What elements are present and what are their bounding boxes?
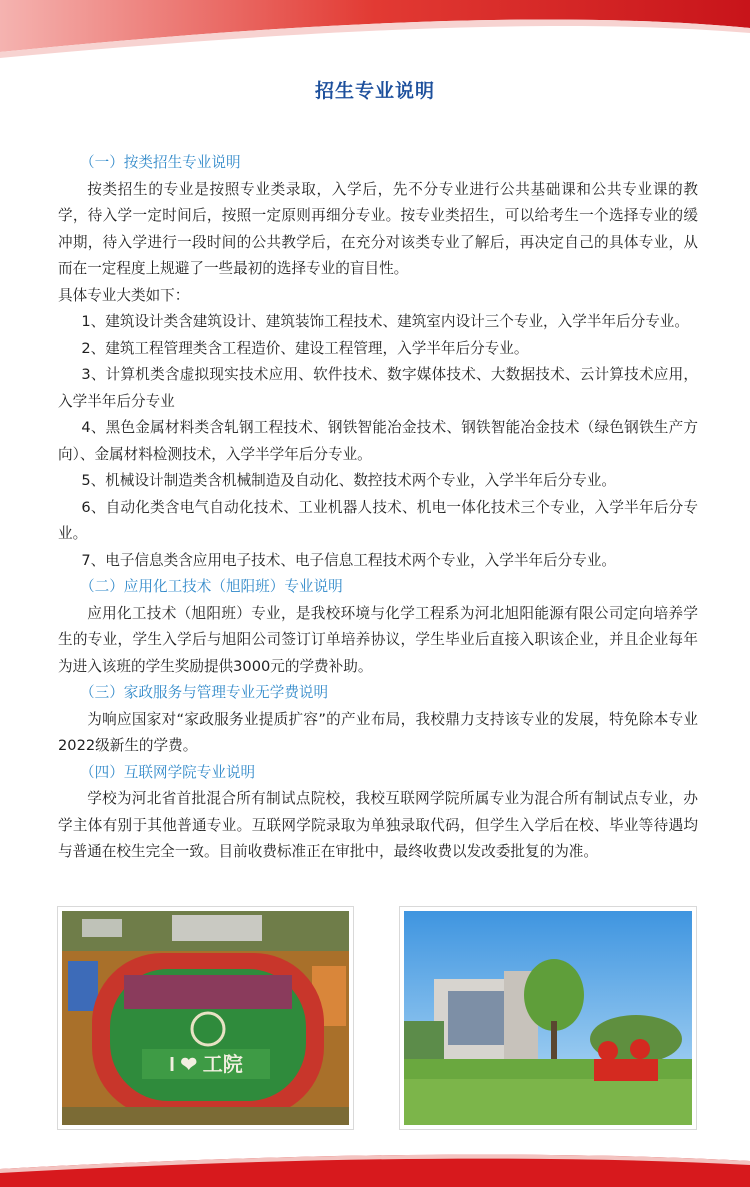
major-category-item: 7、电子信息类含应用电子技术、电子信息工程技术两个专业，入学半年后分专业。 <box>81 551 617 569</box>
section3-body: 为响应国家对“家政服务业提质扩容”的产业布局，我校鼎力支持该专业的发展，特免除本专业2022级新生的学费。 <box>58 710 698 754</box>
major-category-item: 4、黑色金属材料类含轧钢工程技术、钢铁智能冶金技术、钢铁智能冶金技术（绿色钢铁生产方向）、金属材料检测技术，入学半学年后分专业。 <box>58 419 698 463</box>
main-content <box>58 150 698 866</box>
section1-heading: （一）按类招生专业说明 <box>80 154 241 171</box>
major-category-item: 1、建筑设计类含建筑设计、建筑装饰工程技术、建筑室内设计三个专业，入学半年后分专业。 <box>81 313 689 330</box>
section2-body: 应用化工技术（旭阳班）专业，是我校环境与化学工程系为河北旭阳能源有限公司定向培养学生的专业，学生入学后与旭阳公司签订订单培养协议，学生毕业后直接入职该企业，并且企业每年为进入该班的学生奖励提供3000元的学费补助。 <box>58 604 698 675</box>
major-category-item: 6、自动化类含电气自动化技术、工业机器人技术、机电一体化技术三个专业，入学半年后分专业。 <box>58 498 698 542</box>
section1-list-intro: 具体专业大类如下： <box>58 286 190 304</box>
top-decorative-band <box>0 0 750 70</box>
section1-intro: 按类招生的专业是按照专业类录取，入学后，先不分专业进行公共基础课和公共专业课的教学，待入学一定时间后，按照一定原则再细分专业。按专业类招生，可以给考生一个选择专业的缓冲期，待入学进行一段时间的公共教学后，在充分对该类专业了解后，再决定自己的具体专业，从而在一定程度上规避了一些最初的选择专业的盲目性。 <box>58 180 698 277</box>
major-category-item: 3、计算机类含虚拟现实技术应用、软件技术、数字媒体技术、大数据技术、云计算技术应用，入学半年后分专业 <box>58 366 698 410</box>
section4-body: 学校为河北省首批混合所有制试点院校，我校互联网学院所属专业为混合所有制试点专业，办学主体有别于其他普通专业。互联网学院录取为单独录取代码，但学生入学后在校、毕业等待遇均与普通在校生完全一致。目前收费标准正在审批中，最终收费以发改委批复的为准。 <box>58 790 698 860</box>
field-pattern-text: I ❤ 工院 <box>169 1054 243 1076</box>
section2-heading: （二）应用化工技术（旭阳班）专业说明 <box>80 578 343 595</box>
campus-stadium-aerial-photo <box>58 907 353 1129</box>
page-title: 招生专业说明 <box>314 80 435 102</box>
bottom-decorative-band <box>0 1147 750 1187</box>
section3-heading: （三）家政服务与管理专业无学费说明 <box>80 684 329 701</box>
section4-heading: （四）互联网学院专业说明 <box>80 763 256 781</box>
major-category-item: 5、机械设计制造类含机械制造及自动化、数控技术两个专业，入学半年后分专业。 <box>81 472 617 489</box>
campus-building-photo <box>400 907 696 1129</box>
major-category-item: 2、建筑工程管理类含工程造价、建设工程管理，入学半年后分专业。 <box>81 339 529 357</box>
